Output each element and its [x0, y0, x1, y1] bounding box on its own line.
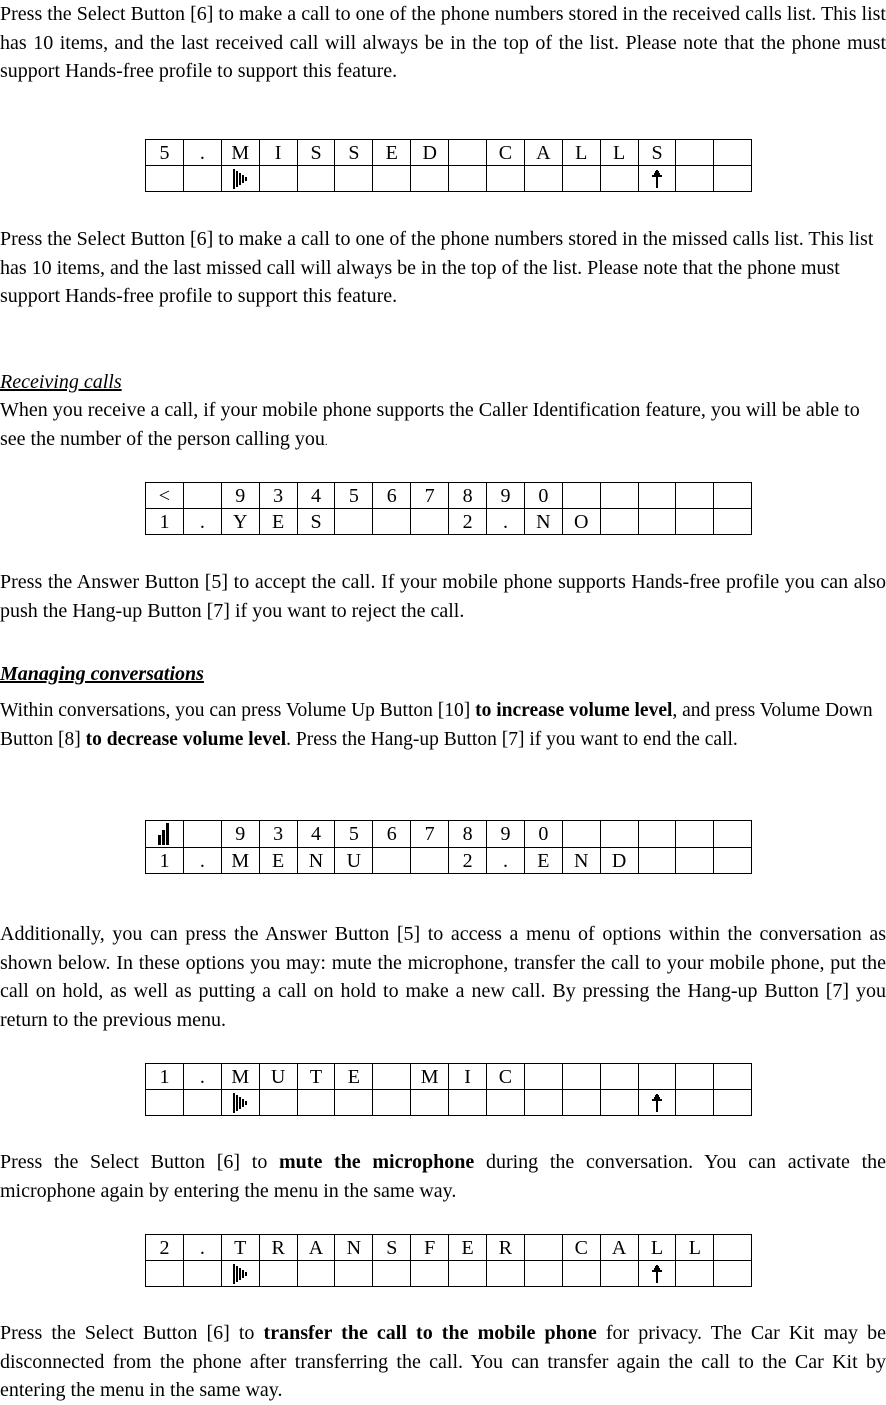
lcd-cell	[335, 166, 373, 192]
lcd-cell	[676, 1261, 714, 1287]
lcd-cell	[524, 166, 562, 192]
lcd-row-1	[146, 1064, 752, 1090]
paragraph-transfer-call	[0, 1319, 886, 1405]
lcd-cell	[562, 821, 600, 848]
lcd-cell	[221, 1090, 259, 1116]
lcd-cell: Y	[221, 509, 259, 535]
lcd-cell: M	[221, 848, 259, 874]
lcd-cell: L	[600, 140, 638, 166]
lcd-cell: 9	[221, 483, 259, 509]
lcd-cell: .	[487, 509, 525, 535]
lcd-cell	[411, 1261, 449, 1287]
lcd-cell: 2	[449, 509, 487, 535]
paragraph-receiving-calls	[0, 396, 886, 456]
paragraph-text: Within conversations, you can press Volume Up Button [10]	[0, 700, 476, 721]
emphasis-transfer-call: transfer the call to the mobile phone	[263, 1322, 597, 1344]
lcd-cell	[524, 1235, 562, 1261]
lcd-cell	[600, 483, 638, 509]
lcd-cell	[221, 166, 259, 192]
lcd-cell: E	[259, 848, 297, 874]
lcd-cell	[259, 166, 297, 192]
lcd-cell: 8	[449, 483, 487, 509]
lcd-cell: 3	[259, 821, 297, 848]
lcd-display-mute-mic	[145, 1063, 752, 1116]
lcd-cell	[714, 140, 752, 166]
lcd-cell	[373, 166, 411, 192]
lcd-cell	[373, 1064, 411, 1090]
lcd-cell	[297, 1261, 335, 1287]
lcd-cell	[676, 1064, 714, 1090]
lcd-cell	[183, 1090, 221, 1116]
lcd-cell	[183, 1261, 221, 1287]
lcd-cell	[487, 1090, 525, 1116]
lcd-cell	[562, 1261, 600, 1287]
emphasis-mute-microphone: mute the microphone	[279, 1151, 475, 1173]
lcd-cell: 0	[524, 821, 562, 848]
heading-receiving-calls: Receiving calls	[0, 371, 122, 393]
lcd-cell	[638, 821, 676, 848]
lcd-row-2	[146, 166, 752, 192]
lcd-cell	[676, 821, 714, 848]
lcd-cell	[562, 1090, 600, 1116]
lcd-cell: F	[411, 1235, 449, 1261]
lcd-cell	[183, 483, 221, 509]
lcd-cell: U	[335, 848, 373, 874]
lcd-cell: 9	[487, 821, 525, 848]
lcd-cell	[373, 1090, 411, 1116]
lcd-cell	[562, 166, 600, 192]
lcd-row-2	[146, 1090, 752, 1116]
lcd-cell	[524, 1090, 562, 1116]
lcd-cell	[411, 848, 449, 874]
lcd-cell: 9	[221, 821, 259, 848]
lcd-cell	[600, 166, 638, 192]
lcd-cell	[676, 1090, 714, 1116]
lcd-cell	[335, 1090, 373, 1116]
lcd-cell	[449, 140, 487, 166]
lcd-cell	[638, 848, 676, 874]
signal-bars-icon	[157, 821, 171, 847]
lcd-cell	[524, 1064, 562, 1090]
lcd-cell	[146, 1090, 184, 1116]
emphasis-decrease-volume: to decrease volume level	[85, 728, 287, 750]
lcd-cell	[183, 821, 221, 848]
lcd-cell: S	[297, 509, 335, 535]
lcd-cell: E	[335, 1064, 373, 1090]
paragraph-answer-call: Press the Answer Button [5] to accept the call. If your mobile phone supports Hands-free profile you can also push the Hang-up Button [7] if you want to reject the call.	[0, 571, 886, 622]
lcd-cell: N	[562, 848, 600, 874]
lcd-cell: 4	[297, 483, 335, 509]
lcd-cell	[714, 509, 752, 535]
lcd-cell: .	[183, 509, 221, 535]
lcd-cell	[487, 1261, 525, 1287]
lcd-cell: 6	[373, 483, 411, 509]
paragraph-text: When you receive a call, if your mobile phone supports the Caller Identification feature, you will be able to see the number of the person calling you	[0, 399, 860, 450]
paragraph-text: for privacy. The Car Kit may be disconnected from the phone after transferring the call. You can transfer again the call to the Car Kit by entering the menu in the same way.	[0, 1322, 886, 1402]
lcd-cell	[676, 140, 714, 166]
lcd-cell	[335, 509, 373, 535]
paragraph-text: Press the Select Button [6] to	[0, 1322, 264, 1344]
lcd-row-2	[146, 1261, 752, 1287]
lcd-cell: C	[562, 1235, 600, 1261]
lcd-cell: R	[487, 1235, 525, 1261]
lcd-cell	[600, 1064, 638, 1090]
select-arrow-icon	[233, 1092, 247, 1114]
lcd-cell: O	[562, 509, 600, 535]
lcd-cell	[562, 483, 600, 509]
lcd-cell	[259, 1090, 297, 1116]
lcd-cell: 3	[259, 483, 297, 509]
select-arrow-icon	[233, 168, 247, 190]
select-arrow-icon	[233, 1263, 247, 1285]
lcd-cell: L	[638, 1235, 676, 1261]
lcd-cell	[373, 848, 411, 874]
paragraph-text: , and press Volume Down Button [8]	[0, 700, 873, 750]
lcd-cell: A	[297, 1235, 335, 1261]
lcd-cell	[714, 1235, 752, 1261]
lcd-row-1	[146, 1235, 752, 1261]
lcd-display-transfer-call	[145, 1234, 752, 1287]
lcd-cell	[524, 1261, 562, 1287]
lcd-cell: I	[449, 1064, 487, 1090]
lcd-cell: U	[259, 1064, 297, 1090]
lcd-cell: C	[487, 140, 525, 166]
lcd-display-incoming-call	[145, 482, 752, 535]
lcd-cell	[183, 166, 221, 192]
paragraph-text: . Press the Hang-up Button [7] if you want to end the call.	[286, 728, 738, 750]
lcd-cell	[714, 483, 752, 509]
lcd-cell	[714, 166, 752, 192]
lcd-cell	[638, 166, 676, 192]
lcd-cell: 2	[449, 848, 487, 874]
emphasis-increase-volume: to increase volume level	[475, 700, 673, 721]
lcd-cell	[714, 1090, 752, 1116]
lcd-cell: D	[600, 848, 638, 874]
lcd-cell: E	[524, 848, 562, 874]
lcd-cell	[676, 509, 714, 535]
paragraph-text: during the conversation. You can activate the microphone again by entering the menu in the same way.	[0, 1151, 886, 1202]
lcd-cell: A	[600, 1235, 638, 1261]
lcd-cell: N	[524, 509, 562, 535]
lcd-cell: <	[146, 483, 184, 509]
lcd-cell: 1	[146, 1064, 184, 1090]
lcd-cell	[259, 1261, 297, 1287]
lcd-cell	[411, 509, 449, 535]
lcd-cell	[449, 166, 487, 192]
lcd-cell: 5	[335, 483, 373, 509]
lcd-cell	[411, 1090, 449, 1116]
lcd-cell	[373, 509, 411, 535]
lcd-cell: L	[562, 140, 600, 166]
lcd-cell	[146, 1261, 184, 1287]
lcd-cell	[600, 509, 638, 535]
lcd-cell: A	[524, 140, 562, 166]
lcd-cell: 2	[146, 1235, 184, 1261]
lcd-cell	[297, 166, 335, 192]
lcd-row-1	[146, 483, 752, 509]
lcd-cell	[714, 1064, 752, 1090]
lcd-cell	[449, 1261, 487, 1287]
lcd-cell	[411, 166, 449, 192]
lcd-cell: M	[411, 1064, 449, 1090]
lcd-cell: S	[297, 140, 335, 166]
lcd-cell: M	[221, 140, 259, 166]
paragraph-managing-conversations	[0, 697, 882, 754]
lcd-cell	[600, 821, 638, 848]
lcd-cell	[335, 1261, 373, 1287]
dagger-icon	[650, 1092, 664, 1114]
lcd-cell	[638, 483, 676, 509]
lcd-cell: S	[335, 140, 373, 166]
lcd-cell: T	[221, 1235, 259, 1261]
paragraph-mute-microphone	[0, 1148, 886, 1205]
lcd-cell: S	[638, 140, 676, 166]
lcd-cell	[676, 483, 714, 509]
lcd-row-1	[146, 821, 752, 848]
lcd-cell	[638, 1090, 676, 1116]
lcd-cell: C	[487, 1064, 525, 1090]
lcd-cell	[638, 1261, 676, 1287]
lcd-cell: R	[259, 1235, 297, 1261]
lcd-cell	[600, 1261, 638, 1287]
lcd-cell: 7	[411, 483, 449, 509]
lcd-cell: E	[449, 1235, 487, 1261]
paragraph-end-dot: .	[324, 435, 328, 448]
dagger-icon	[650, 1263, 664, 1285]
lcd-cell	[600, 1090, 638, 1116]
lcd-display-conversation	[145, 820, 752, 874]
lcd-cell: 9	[487, 483, 525, 509]
lcd-cell: .	[183, 1064, 221, 1090]
lcd-cell: N	[335, 1235, 373, 1261]
lcd-cell	[297, 1090, 335, 1116]
lcd-cell: I	[259, 140, 297, 166]
lcd-cell: L	[676, 1235, 714, 1261]
lcd-cell: .	[183, 140, 221, 166]
lcd-cell	[714, 1261, 752, 1287]
paragraph-received-calls: Press the Select Button [6] to make a call to one of the phone numbers stored in the received calls list. This list has 10 items, and the last received call will always be in the top of the list. Please note that the phone must support Hands-free profile to support this feature.	[0, 3, 886, 83]
lcd-row-1	[146, 140, 752, 166]
lcd-cell	[714, 821, 752, 848]
paragraph-text: Press the Select Button [6] to	[0, 1151, 280, 1173]
lcd-cell: N	[297, 848, 335, 874]
lcd-cell: 8	[449, 821, 487, 848]
lcd-cell: D	[411, 140, 449, 166]
lcd-cell: 5	[335, 821, 373, 848]
lcd-cell: .	[487, 848, 525, 874]
lcd-row-2	[146, 509, 752, 535]
lcd-cell: M	[221, 1064, 259, 1090]
lcd-cell: T	[297, 1064, 335, 1090]
lcd-cell: 6	[373, 821, 411, 848]
lcd-cell	[373, 1261, 411, 1287]
lcd-row-2	[146, 848, 752, 874]
lcd-cell	[146, 166, 184, 192]
lcd-cell	[638, 1064, 676, 1090]
lcd-cell	[487, 166, 525, 192]
lcd-cell	[449, 1090, 487, 1116]
paragraph-missed-calls: Press the Select Button [6] to make a call to one of the phone numbers stored in the missed calls list. This list has 10 items, and the last missed call will always be in the top of the list. Please note that the phone must support Hands-free profile to support this feature.	[0, 228, 874, 308]
lcd-display-missed-calls	[145, 139, 752, 192]
lcd-cell: 5	[146, 140, 184, 166]
lcd-cell	[221, 1261, 259, 1287]
lcd-cell	[638, 509, 676, 535]
lcd-cell	[146, 821, 184, 848]
lcd-cell: S	[373, 1235, 411, 1261]
heading-managing-conversations: Managing conversations	[0, 663, 204, 685]
lcd-cell: 4	[297, 821, 335, 848]
lcd-cell	[714, 848, 752, 874]
lcd-cell: 1	[146, 509, 184, 535]
lcd-cell	[676, 166, 714, 192]
lcd-cell: .	[183, 1235, 221, 1261]
dagger-icon	[650, 168, 664, 190]
lcd-cell	[562, 1064, 600, 1090]
lcd-cell	[676, 848, 714, 874]
lcd-cell: .	[183, 848, 221, 874]
lcd-cell: 1	[146, 848, 184, 874]
lcd-cell: 0	[524, 483, 562, 509]
lcd-cell: E	[373, 140, 411, 166]
paragraph-conversation-menu: Additionally, you can press the Answer Button [5] to access a menu of options within the conversation as shown below. In these options you may: mute the microphone, transfer the call to your mobile phone, put the call on hold, as well as putting a call on hold to make a new call. By pressing the Hang-up Button [7] you return to the previous menu.	[0, 923, 886, 1032]
lcd-cell: E	[259, 509, 297, 535]
lcd-cell: 7	[411, 821, 449, 848]
